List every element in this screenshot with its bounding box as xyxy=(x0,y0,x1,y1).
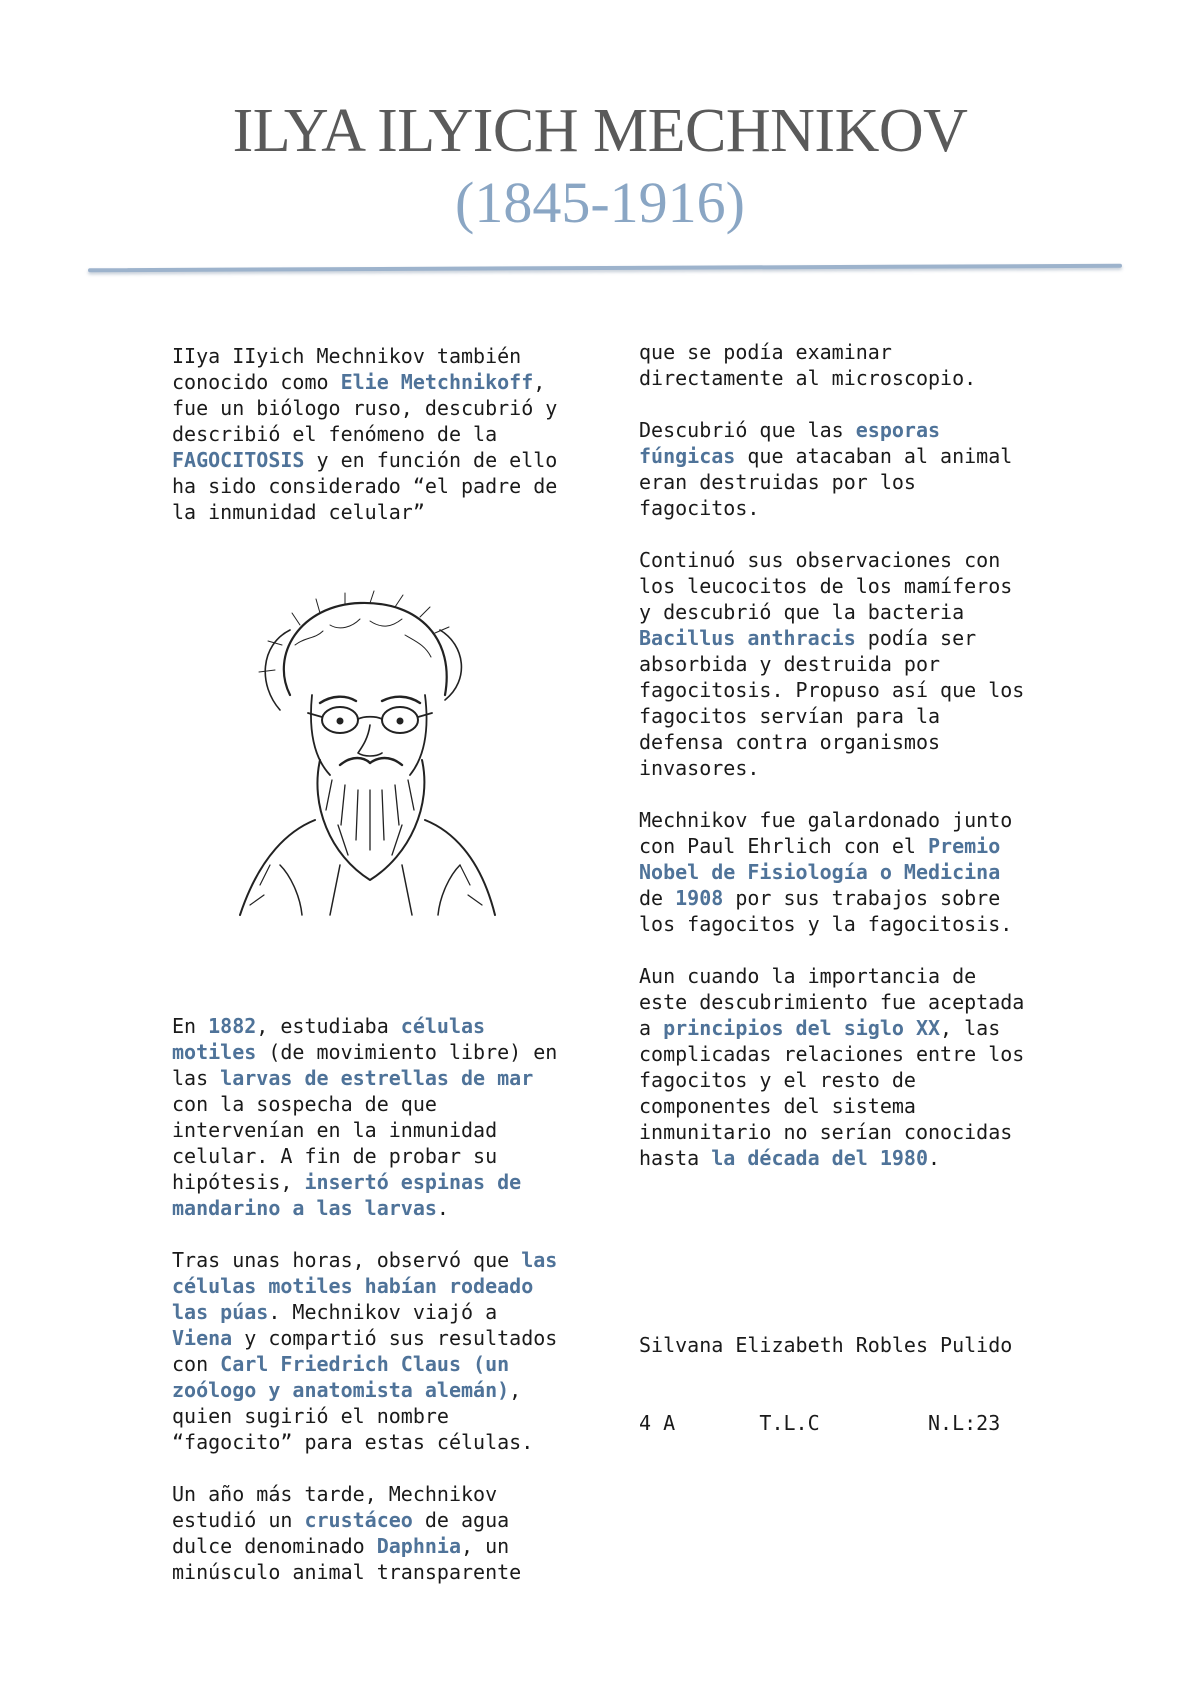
text-run: defensa contra organismos xyxy=(639,730,941,754)
text-run: con Paul Ehrlich con el xyxy=(639,834,928,858)
text-line xyxy=(639,495,1069,521)
text-run: IIya IIyich Mechnikov también xyxy=(172,344,522,368)
highlighted-term: células xyxy=(400,1014,486,1038)
text-run: eran destruidas por los xyxy=(639,470,916,494)
paragraph-gap xyxy=(172,1221,592,1247)
text-run: a xyxy=(639,1016,664,1040)
text-line xyxy=(639,963,1069,989)
right-column-body xyxy=(639,339,1069,1171)
text-run: y en función de ello xyxy=(304,448,558,472)
text-line xyxy=(172,1273,592,1299)
text-line xyxy=(172,1377,592,1403)
text-line xyxy=(639,1015,1069,1041)
text-line xyxy=(639,859,1069,885)
text-run: describió el fenómeno de la xyxy=(172,422,498,446)
text-line xyxy=(172,343,592,369)
text-run: fagocitosis. Propuso así que los xyxy=(639,678,1025,702)
text-line xyxy=(172,1403,592,1429)
page-title: ILYA ILYICH MECHNIKOV xyxy=(232,97,968,165)
text-line xyxy=(639,703,1069,729)
text-run: componentes del sistema xyxy=(639,1094,916,1118)
paragraph-gap xyxy=(639,521,1069,547)
text-line xyxy=(639,1145,1069,1171)
text-line xyxy=(639,807,1069,833)
paragraph-gap xyxy=(639,781,1069,807)
highlighted-term: Nobel de Fisiología o Medicina xyxy=(639,860,1001,884)
text-line xyxy=(172,1507,592,1533)
highlighted-term: la década del 1980 xyxy=(711,1146,928,1170)
highlighted-term: FAGOCITOSIS xyxy=(172,448,305,472)
text-run: fagocitos servían para la xyxy=(639,704,941,728)
text-run: . Mechnikov viajó a xyxy=(268,1300,498,1324)
highlighted-term: Premio xyxy=(927,834,1001,858)
text-run: En xyxy=(172,1014,209,1038)
highlighted-term: Viena xyxy=(172,1326,233,1350)
text-line xyxy=(172,1325,592,1351)
text-line xyxy=(172,447,592,473)
text-line xyxy=(639,339,1069,365)
text-line xyxy=(639,417,1069,443)
text-run: este descubrimiento fue aceptada xyxy=(639,990,1025,1014)
text-line xyxy=(639,911,1069,937)
text-line xyxy=(639,547,1069,573)
highlighted-term: Daphnia xyxy=(376,1534,461,1558)
text-line xyxy=(172,1299,592,1325)
highlighted-term: motiles xyxy=(172,1040,257,1064)
text-run: hipótesis, xyxy=(172,1170,305,1194)
text-line xyxy=(172,1429,592,1455)
text-run: y descubrió que la bacteria xyxy=(639,600,965,624)
text-line xyxy=(639,651,1069,677)
text-line xyxy=(172,1195,592,1221)
highlighted-term: principios del siglo XX xyxy=(663,1016,941,1040)
text-line xyxy=(172,473,592,499)
text-run: que atacaban al animal xyxy=(735,444,1013,468)
highlighted-term: 1882 xyxy=(208,1014,257,1038)
paragraph-gap xyxy=(172,1455,592,1481)
text-line xyxy=(639,885,1069,911)
text-line xyxy=(172,1013,592,1039)
text-line xyxy=(639,1067,1069,1093)
highlighted-term: esporas xyxy=(855,418,941,442)
text-line xyxy=(639,573,1069,599)
text-line xyxy=(639,1041,1069,1067)
text-line xyxy=(172,1481,592,1507)
text-line xyxy=(172,1247,592,1273)
text-run: dulce denominado xyxy=(172,1534,377,1558)
paragraph-gap xyxy=(639,391,1069,417)
text-run: invasores. xyxy=(639,756,760,780)
highlighted-term: larvas de estrellas de mar xyxy=(220,1066,534,1090)
text-run: conocido como xyxy=(172,370,341,394)
highlighted-term: Elie Metchnikoff xyxy=(340,370,534,394)
text-run: por sus trabajos sobre xyxy=(723,886,1001,910)
text-run: la inmunidad celular” xyxy=(172,500,425,524)
title-divider xyxy=(88,264,1122,273)
left-column-body xyxy=(172,1013,592,1585)
text-run: con xyxy=(172,1352,221,1376)
text-line xyxy=(172,1091,592,1117)
text-line xyxy=(172,1117,592,1143)
text-run: directamente al microscopio. xyxy=(639,366,977,390)
text-run: , estudiaba xyxy=(256,1014,401,1038)
highlighted-term: insertó espinas de xyxy=(304,1170,522,1194)
text-run: y compartió sus resultados xyxy=(232,1326,558,1350)
text-line xyxy=(639,469,1069,495)
text-run: Un año más tarde, Mechnikov xyxy=(172,1482,498,1506)
text-line xyxy=(639,1093,1069,1119)
highlighted-term: crustáceo xyxy=(304,1508,413,1532)
text-line xyxy=(639,677,1069,703)
text-line xyxy=(639,625,1069,651)
text-run: de agua xyxy=(412,1508,510,1532)
text-run: quien sugirió el nombre xyxy=(172,1404,449,1428)
text-run: los fagocitos y la fagocitosis. xyxy=(639,912,1013,936)
text-run: Tras unas horas, observó que xyxy=(172,1248,522,1272)
highlighted-term: zoólogo y anatomista alemán) xyxy=(172,1378,510,1402)
text-line xyxy=(172,1065,592,1091)
text-line xyxy=(172,1351,592,1377)
text-line xyxy=(172,499,592,525)
text-run: hasta xyxy=(639,1146,712,1170)
left-column-intro xyxy=(172,343,592,525)
highlighted-term: fúngicas xyxy=(639,444,736,468)
text-run: fagocitos. xyxy=(639,496,760,520)
text-run: los leucocitos de los mamíferos xyxy=(639,574,1013,598)
text-run: celular. A fin de probar su xyxy=(172,1144,498,1168)
life-years: (1845-1916) xyxy=(455,170,745,235)
text-run: . xyxy=(928,1146,941,1170)
text-line xyxy=(172,1559,592,1585)
text-line xyxy=(639,1119,1069,1145)
text-line xyxy=(172,369,592,395)
text-run: (de movimiento libre) en xyxy=(256,1040,558,1064)
text-line xyxy=(172,1169,592,1195)
text-line xyxy=(639,833,1069,859)
text-run: de xyxy=(639,886,676,910)
highlighted-term: Carl Friedrich Claus (un xyxy=(220,1352,510,1376)
text-line xyxy=(172,1143,592,1169)
text-run: absorbida y destruida por xyxy=(639,652,941,676)
text-run: Aun cuando la importancia de xyxy=(639,964,977,988)
text-run: ha sido considerado “el padre de xyxy=(172,474,558,498)
text-line xyxy=(172,421,592,447)
highlighted-term: células motiles habían rodeado xyxy=(172,1274,534,1298)
highlighted-term: las xyxy=(521,1248,558,1272)
text-run: , las xyxy=(940,1016,1001,1040)
text-run: fue un biólogo ruso, descubrió y xyxy=(172,396,558,420)
text-line xyxy=(172,1533,592,1559)
text-run: Mechnikov fue galardonado junto xyxy=(639,808,1013,832)
highlighted-term: las púas xyxy=(172,1300,269,1324)
paragraph-gap xyxy=(639,937,1069,963)
text-run: las xyxy=(172,1066,221,1090)
highlighted-term: mandarino a las larvas xyxy=(172,1196,437,1220)
text-run: con la sospecha de que xyxy=(172,1092,437,1116)
text-run: Descubrió que las xyxy=(639,418,856,442)
text-line xyxy=(172,1039,592,1065)
text-line xyxy=(639,365,1069,391)
text-line xyxy=(639,599,1069,625)
text-line xyxy=(639,729,1069,755)
text-line xyxy=(639,755,1069,781)
text-run: minúsculo animal transparente xyxy=(172,1560,522,1584)
text-run: que se podía examinar xyxy=(639,340,892,364)
author-name: Silvana Elizabeth Robles Pulido xyxy=(639,1333,1013,1357)
highlighted-term: 1908 xyxy=(675,886,724,910)
text-run: complicadas relaciones entre los xyxy=(639,1042,1025,1066)
text-run: , xyxy=(533,370,546,394)
text-run: estudió un xyxy=(172,1508,305,1532)
text-run: inmunitario no serían conocidas xyxy=(639,1120,1013,1144)
text-run: “fagocito” para estas células. xyxy=(172,1430,534,1454)
author-details: 4 A T.L.C N.L:23 xyxy=(639,1411,1001,1435)
text-run: Continuó sus observaciones con xyxy=(639,548,1001,572)
text-run: podía ser xyxy=(855,626,977,650)
text-line xyxy=(639,989,1069,1015)
text-run: fagocitos y el resto de xyxy=(639,1068,916,1092)
text-run: intervenían en la inmunidad xyxy=(172,1118,498,1142)
signature-block xyxy=(639,1280,1069,1462)
text-line xyxy=(172,395,592,421)
text-run: . xyxy=(436,1196,449,1220)
text-run: , xyxy=(509,1378,522,1402)
highlighted-term: Bacillus anthracis xyxy=(639,626,856,650)
portrait-illustration xyxy=(220,585,500,925)
text-run: , un xyxy=(461,1534,510,1558)
text-line xyxy=(639,443,1069,469)
